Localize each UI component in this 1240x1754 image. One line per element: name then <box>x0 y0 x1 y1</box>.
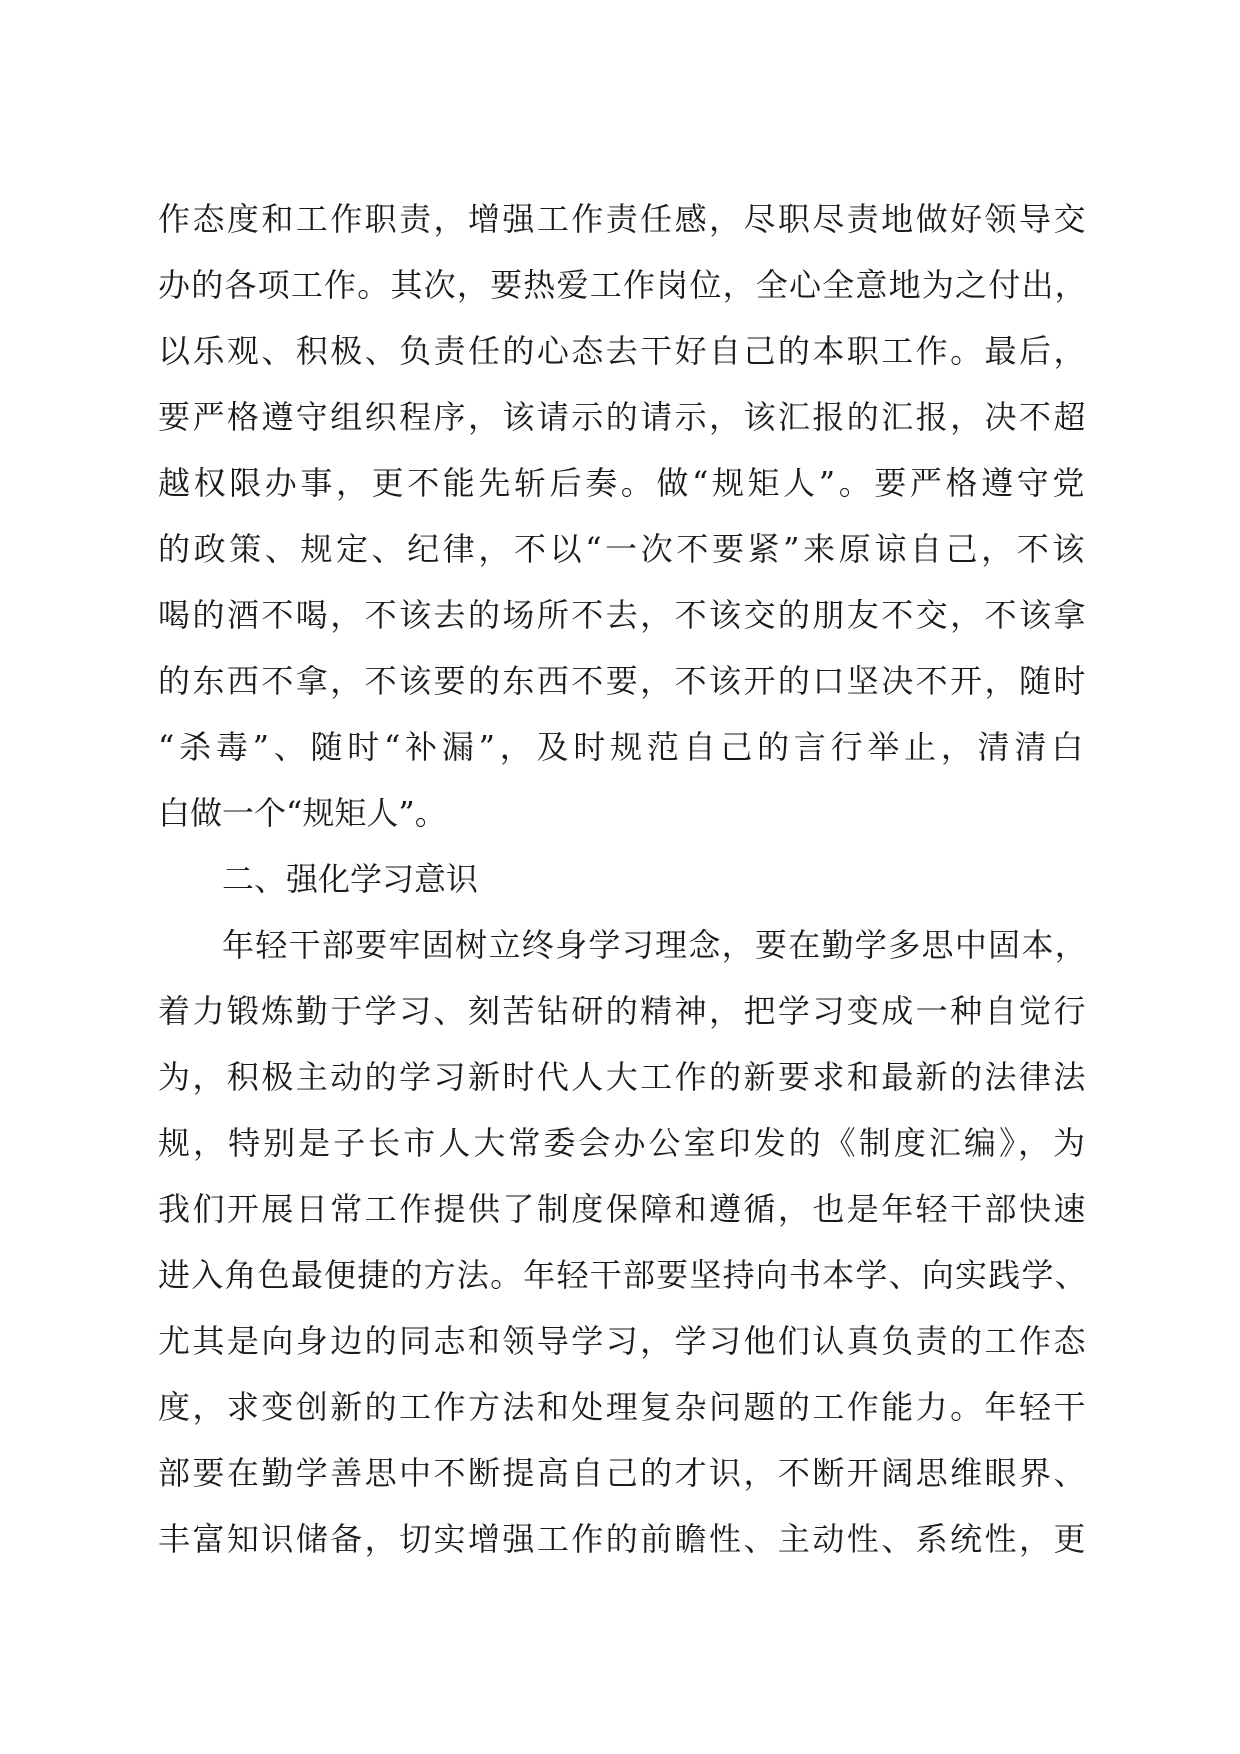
text-line: 规，特别是子长市人大常委会办公室印发的《制度汇编》，为 <box>158 1124 1089 1162</box>
text-line: 的政策、规定、纪律，不以“一次不要紧”来原谅自己，不该 <box>158 530 1088 568</box>
text-line: 以乐观、积极、负责任的心态去干好自己的本职工作。最后， <box>158 332 1088 370</box>
text-line: 年轻干部要牢固树立终身学习理念，要在勤学多思中固本， <box>222 926 1089 964</box>
section-heading: 二、强化学习意识 <box>222 860 479 898</box>
text-line: 我们开展日常工作提供了制度保障和遵循，也是年轻干部快速 <box>158 1190 1088 1228</box>
text-line: 越权限办事，更不能先斩后奏。做“规矩人”。要严格遵守党 <box>158 464 1088 502</box>
text-line: 白做一个“规矩人”。 <box>158 794 447 832</box>
text-line: 为，积极主动的学习新时代人大工作的新要求和最新的法律法 <box>158 1058 1088 1096</box>
text-line: “杀毒”、随时“补漏”，及时规范自己的言行举止，清清白 <box>158 728 1088 766</box>
text-line: 度，求变创新的工作方法和处理复杂问题的工作能力。年轻干 <box>158 1388 1088 1426</box>
text-line: 丰富知识储备，切实增强工作的前瞻性、主动性、系统性，更 <box>158 1520 1088 1558</box>
text-line: 办的各项工作。其次，要热爱工作岗位，全心全意地为之付出， <box>158 266 1088 304</box>
text-line: 的东西不拿，不该要的东西不要，不该开的口坚决不开，随时 <box>158 662 1088 700</box>
text-line: 部要在勤学善思中不断提高自己的才识，不断开阔思维眼界、 <box>158 1454 1088 1492</box>
text-line: 作态度和工作职责，增强工作责任感，尽职尽责地做好领导交 <box>158 200 1088 238</box>
text-line: 着力锻炼勤于学习、刻苦钻研的精神，把学习变成一种自觉行 <box>158 992 1088 1030</box>
body-text <box>158 186 1088 1572</box>
text-line: 进入角色最便捷的方法。年轻干部要坚持向书本学、向实践学、 <box>158 1256 1088 1294</box>
text-line: 喝的酒不喝，不该去的场所不去，不该交的朋友不交，不该拿 <box>158 596 1088 634</box>
text-line: 尤其是向身边的同志和领导学习，学习他们认真负责的工作态 <box>158 1322 1088 1360</box>
text-line: 要严格遵守组织程序，该请示的请示，该汇报的汇报，决不超 <box>158 398 1088 436</box>
